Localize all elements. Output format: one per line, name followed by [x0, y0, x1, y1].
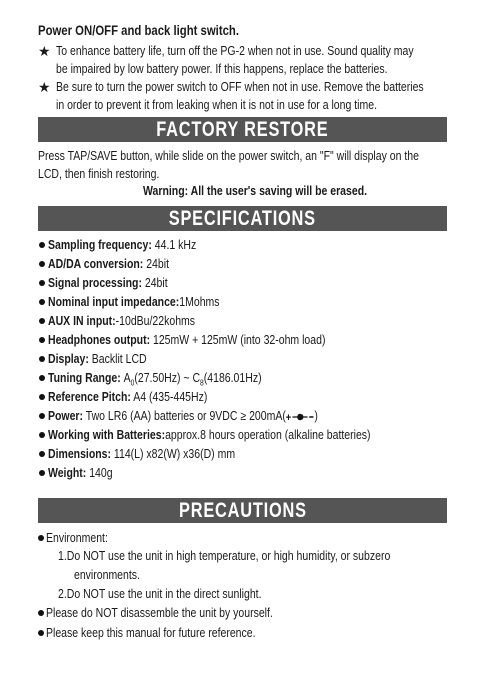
spec-value: 1Mohms — [179, 295, 220, 309]
factory-restore-warning: Warning: All the user's saving will be erased. — [143, 184, 368, 198]
spec-value: Two LR6 (AA) batteries or 9VDC ≥ 200mA( — [83, 409, 286, 423]
spec-value: 24bit — [143, 257, 169, 271]
precaution-env-2: 2.Do NOT use the unit in the direct sunlight. — [58, 587, 262, 601]
bullet-icon — [39, 413, 45, 419]
precautions-header — [38, 498, 447, 523]
spec-label: AD/DA conversion: — [48, 257, 144, 271]
specifications-title: SPECIFICATIONS — [168, 207, 317, 230]
bullet-icon — [39, 280, 45, 286]
factory-restore-header — [38, 117, 447, 142]
bullet-icon — [38, 610, 44, 616]
bullet-icon — [39, 470, 45, 476]
bullet-icon — [39, 242, 45, 248]
precaution-env-1-line-2: environments. — [74, 568, 140, 582]
factory-restore-title: FACTORY RESTORE — [156, 118, 329, 141]
spec-value: 140g — [86, 466, 113, 480]
bullet-icon — [39, 394, 45, 400]
svg-text:+: + — [285, 412, 292, 422]
power-note-2-line-1: Be sure to turn the power switch to OFF when not in use. Remove the batteries — [56, 80, 424, 94]
bullet-icon — [39, 432, 45, 438]
spec-value: -10dBu/22kohms — [115, 314, 196, 328]
precaution-item-3: Please keep this manual for future reference. — [46, 626, 256, 640]
bullet-icon — [39, 451, 45, 457]
spec-value: (4186.01Hz) — [203, 371, 262, 385]
precaution-environment: Environment: — [46, 531, 108, 545]
spec-label: Nominal input impedance: — [48, 295, 180, 309]
power-heading: Power ON/OFF and back light switch. — [38, 23, 240, 38]
power-note-1-line-1: To enhance battery life, turn off the PG-2 when not in use. Sound quality may — [56, 44, 414, 58]
bullet-icon — [39, 337, 45, 343]
spec-value-end: ) — [314, 409, 318, 423]
bullet-icon — [39, 356, 45, 362]
bullet-icon — [38, 535, 44, 541]
spec-value: Backlit LCD — [88, 352, 147, 366]
spec-value: 125mW + 125mW (into 32-ohm load) — [150, 333, 326, 347]
spec-label: Sampling frequency: — [48, 238, 152, 252]
bullet-icon — [39, 375, 45, 381]
bullet-icon — [39, 318, 45, 324]
spec-value: approx.8 hours operation (alkaline batteries) — [165, 428, 371, 442]
power-note-2-line-2: in order to prevent it from leaking when it is not in use for a long time. — [56, 98, 377, 112]
spec-value: A4 (435-445Hz) — [130, 390, 208, 404]
spec-label: AUX IN input: — [48, 314, 116, 328]
dc-polarity-icon — [286, 412, 315, 422]
spec-value: 114(L) x82(W) x36(D) mm — [111, 447, 236, 461]
spec-label: Dimensions: — [48, 447, 112, 461]
bullet-icon — [38, 630, 44, 636]
spec-label: Working with Batteries: — [48, 428, 166, 442]
bullet-icon — [39, 261, 45, 267]
spec-label: Tuning Range: — [48, 371, 121, 385]
precautions-title: PRECAUTIONS — [178, 499, 307, 522]
spec-value: A — [123, 371, 131, 385]
spec-subscript: 8 — [200, 378, 204, 388]
spec-label: Weight: — [48, 466, 87, 480]
spec-value: 24bit — [141, 276, 168, 290]
spec-label: Display: — [48, 352, 89, 366]
spec-label: Headphones output: — [48, 333, 151, 347]
specifications-header — [38, 206, 447, 231]
spec-value: 44.1 kHz — [151, 238, 197, 252]
power-note-1-line-2: be impaired by low battery power. If this happens, replace the batteries. — [56, 62, 388, 76]
factory-restore-line-1: Press TAP/SAVE button, while slide on the power switch, an "F" will display on the — [38, 149, 419, 163]
star-icon: ★ — [38, 43, 51, 59]
spec-subscript: 0 — [130, 378, 135, 388]
spec-label: Power: — [48, 409, 84, 423]
precaution-env-1-line-1: 1.Do NOT use the unit in high temperature, or high humidity, or subzero — [58, 549, 391, 563]
precaution-item-2: Please do NOT disassemble the unit by yourself. — [46, 606, 273, 620]
spec-value: (27.50Hz) ~ C — [134, 371, 201, 385]
spec-label: Reference Pitch: — [48, 390, 131, 404]
spec-label: Signal processing: — [48, 276, 142, 290]
star-icon: ★ — [38, 79, 51, 95]
factory-restore-line-2: LCD, then finish restoring. — [38, 167, 160, 181]
bullet-icon — [39, 299, 45, 305]
